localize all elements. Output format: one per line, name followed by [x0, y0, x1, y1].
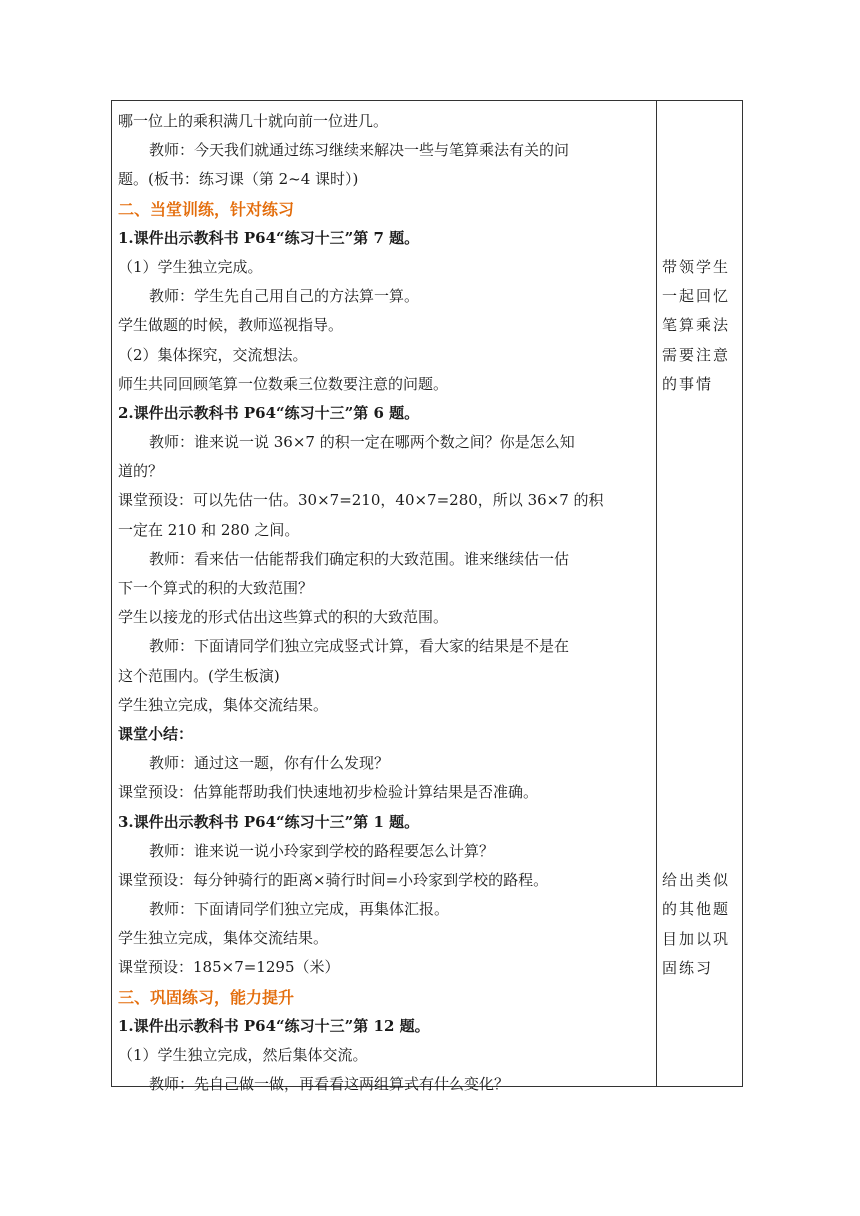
- content-line: 教师：先自己做一做，再看看这两组算式有什么变化？: [149, 1075, 510, 1094]
- content-line: 题。(板书：练习课（第 2~4 课时）): [118, 170, 359, 189]
- content-line: （1）学生独立完成，然后集体交流。: [118, 1046, 368, 1064]
- side-note-line: 带领学生: [662, 258, 731, 276]
- content-line: 3.课件出示教科书 P64“练习十三”第 1 题。: [118, 812, 420, 831]
- content-line: 教师：通过这一题，你有什么发现？: [149, 754, 390, 773]
- lesson-content-column: [118, 101, 652, 1099]
- content-line: 学生做题的时候，教师巡视指导。: [118, 316, 344, 335]
- content-line: 哪一位上的乘积满几十就向前一位进几。: [118, 112, 389, 130]
- lesson-table: [111, 100, 743, 1094]
- content-line: 课堂预设：185×7=1295（米）: [118, 958, 340, 977]
- column-divider: [656, 101, 657, 1086]
- content-line: 课堂小结：: [118, 724, 194, 743]
- section-heading: 三、巩固练习，能力提升: [118, 987, 295, 1007]
- side-note-line: 的事情: [662, 374, 714, 393]
- side-note-line: 需要注意: [662, 345, 731, 364]
- content-line: （1）学生独立完成。: [118, 257, 263, 276]
- content-line: 课堂预设：可以先估一估。30×7=210，40×7=280，所以 36×7 的积: [118, 491, 604, 510]
- content-line: 教师：下面请同学们独立完成，再集体汇报。: [149, 900, 450, 919]
- content-line: 下一个算式的积的大致范围？: [118, 579, 314, 597]
- content-line: 道的？: [118, 462, 164, 481]
- section-heading: 二、当堂训练，针对练习: [118, 199, 295, 219]
- side-note-line: 给出类似: [662, 871, 731, 890]
- content-line: 学生独立完成，集体交流结果。: [118, 695, 329, 714]
- content-line: 教师：谁来说一说小玲家到学校的路程要怎么计算？: [149, 841, 495, 860]
- content-line: 教师：今天我们就通过练习继续来解决一些与笔算乘法有关的问: [149, 141, 570, 160]
- content-line: 这个范围内。(学生板演): [118, 666, 280, 685]
- content-line: 教师：下面请同学们独立完成竖式计算，看大家的结果是不是在: [149, 637, 570, 656]
- side-note: [662, 253, 738, 399]
- content-line: 2.课件出示教科书 P64“练习十三”第 6 题。: [118, 403, 420, 422]
- side-note-line: 笔算乘法: [662, 316, 731, 335]
- content-line: 学生独立完成，集体交流结果。: [118, 929, 329, 948]
- side-note-line: 的其他题: [662, 900, 731, 919]
- content-line: 教师：谁来说一说 36×7 的积一定在哪两个数之间？你是怎么知: [149, 433, 575, 452]
- content-line: 教师：学生先自己用自己的方法算一算。: [149, 287, 420, 306]
- content-line: 一定在 210 和 280 之间。: [118, 520, 300, 539]
- content-line: 课堂预设：每分钟骑行的距离×骑行时间=小玲家到学校的路程。: [118, 870, 549, 889]
- side-note-line: 一起回忆: [662, 287, 731, 306]
- content-line: 学生以接龙的形式估出这些算式的积的大致范围。: [118, 608, 449, 627]
- content-line: 1.课件出示教科书 P64“练习十三”第 12 题。: [118, 1016, 430, 1035]
- content-line: （2）集体探究，交流想法。: [118, 345, 308, 364]
- content-line: 师生共同回顾笔算一位数乘三位数要注意的问题。: [118, 374, 449, 393]
- side-note-line: 固练习: [662, 958, 714, 977]
- side-note: [662, 866, 738, 983]
- content-line: 1.课件出示教科书 P64“练习十三”第 7 题。: [118, 228, 420, 247]
- content-line: 课堂预设：估算能帮助我们快速地初步检验计算结果是否准确。: [118, 783, 539, 802]
- side-note-line: 目加以巩: [662, 929, 731, 948]
- content-line: 教师：看来估一估能帮我们确定积的大致范围。谁来继续估一估: [149, 549, 570, 568]
